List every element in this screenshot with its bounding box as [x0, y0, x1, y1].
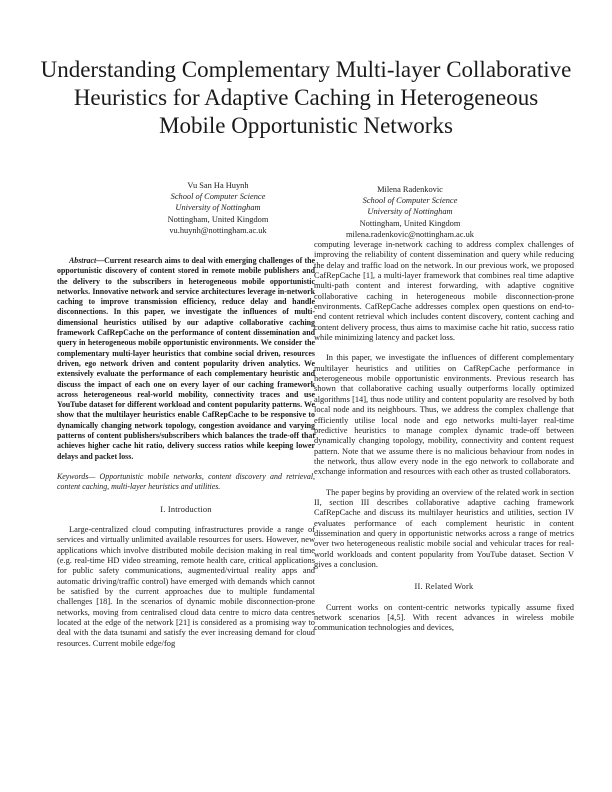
- author-block-1: [118, 180, 318, 236]
- keywords-label: Keywords—: [57, 471, 96, 481]
- author-department: School of Computer Science: [170, 192, 266, 202]
- author-email: vu.huynh@nottingham.ac.uk: [169, 225, 267, 235]
- paper-title: Understanding Complementary Multi-layer Collaborative Heuristics for Adaptive Caching in Heterogeneous Mobile Opportunistic Networks: [40, 57, 572, 138]
- intro-paragraph: Large-centralized cloud computing infrastructures provide a range of services and virtually unlimited available resources for users. However, new applications which involve distributed mobile decision making in real time (e.g. real-time HD video streaming, remote health care, critical applications for public safety communications, augmented/virtual reality apps and automatic driving/traffic control) have emerged with demands which cannot be satisfied by the current approaches due to multiple fundamental challenges [18]. In the scenarios of dynamic mobile disconnection-prone networks, moving from centralised cloud data centre to micro data centres located at the edge of the network [21] is considered as a promising way to deal with the data tsunami and satisfy the ever increasing demand for cloud resources. Current mobile edge/fog: [57, 524, 315, 648]
- abstract-text: —Current research aims to deal with emerging challenges of the opportunistic discovery of content stored in remote mobile publishers and the delivery to the subscribers in heterogeneous mobile opportunistic networks. Innovative network and service architectures leverage in-network caching to improve transmission efficiency, reduce delay and handle disconnections. In this paper, we investigate the influences of multi-dimensional heuristics utilised by our adaptive collaborative caching framework CafRepCache on the performance of content dissemination and query in heterogeneous mobile opportunistic environments. We consider the complementary multi-layer heuristics that combine social driven, resources driven, ego network driven and content popularity driven analytics. We extensively evaluate the performance of each complementary heuristic and discuss the impact of each one on every layer of our caching framework across heterogeneous real-world mobility, connectivity traces and use YouTube dataset for different workload and content popularity patterns. We show that the multilayer heuristics enable CafRepCache to be responsive to dynamically changing network topology, congestion avoidance and varying patterns of content publishers/subscribers which balances the trade-off that achieves higher cache hit ratio, delivery success ratios while keeping lower delays and packet loss.: [57, 256, 315, 461]
- author-university: University of Nottingham: [175, 203, 261, 213]
- author-block-2: [300, 184, 520, 240]
- right-column: [314, 240, 574, 634]
- related-work-paragraph: Current works on content-centric networks typically assume fixed network scenarios [4,5]. With recent advances in wireless mobile communication technologies and devices,: [314, 602, 574, 633]
- left-column: [57, 256, 315, 649]
- author-name: Milena Radenkovic: [377, 185, 443, 194]
- author-name: Vu San Ha Huynh: [187, 181, 249, 190]
- author-location: Nottingham, United Kingdom: [359, 218, 461, 228]
- body-paragraph: In this paper, we investigate the influences of different complementary multilayer heuristics and utilities on CafRepCache performance in heterogeneous mobile opportunistic environments. Previous research has shown that collaborative caching usually outperforms locally optimized algorithms [14], thus node utility and content popularity are resolved by both local node and its neighbours. Thus, we address the complex challenge that efficiently utilise local node and ego networks multi-layer real-time predictive heuristics to manage complex dynamic trade-off between dynamically changing topology, mobility, connectivity and content request pattern. Note that we assume there is no malicious behaviour from nodes in the network, thus allow every node in the ego network to collaborate and exchange information and resources with each other as trusted collaborators.: [314, 353, 574, 477]
- abstract-label: Abstract: [69, 256, 97, 265]
- body-paragraph: The paper begins by providing an overview of the related work in section II, section III describes collaborative adaptive caching framework CafRepCache and discuss its multilayer heuristics and utilities, section IV evaluates performance of each complement heuristic in content dissemination and query in opportunistic networks across a range of metrics over two heterogeneous realistic mobile social and vehicular traces for real-world workloads and content popularity from YouTube dataset. Section V gives a conclusion.: [314, 487, 574, 569]
- author-department: School of Computer Science: [362, 196, 458, 206]
- author-university: University of Nottingham: [367, 207, 453, 217]
- abstract: [57, 256, 315, 462]
- author-email: milena.radenkovic@nottingham.ac.uk: [346, 229, 474, 239]
- author-location: Nottingham, United Kingdom: [167, 214, 269, 224]
- keywords-text: Opportunistic mobile networks, content discovery and retrieval, content caching, multi-layer heuristics and utilities.: [57, 471, 315, 492]
- section-heading-introduction: I. Introduction: [160, 504, 212, 514]
- keywords: [57, 472, 315, 493]
- section-heading-related-work: II. Related Work: [414, 582, 474, 592]
- body-paragraph: computing leverage in-network caching to address complex challenges of improving the reliability of content dissemination and query while reducing the delay and traffic load on the network. In our previous work, we proposed CafRepCache [1], a multi-layer framework that combines real time adaptive multi-path content and interest forwarding, with adaptive cognitive collaborative caching in heterogeneous mobile disconnection-prone environments. CafRepCache addresses complex open questions on end-to-end content retrieval which includes content discovery, content caching and content delivery process, thus aims to maximise cache hit ratio, success ratio while minimizing latency and packet loss.: [314, 240, 574, 343]
